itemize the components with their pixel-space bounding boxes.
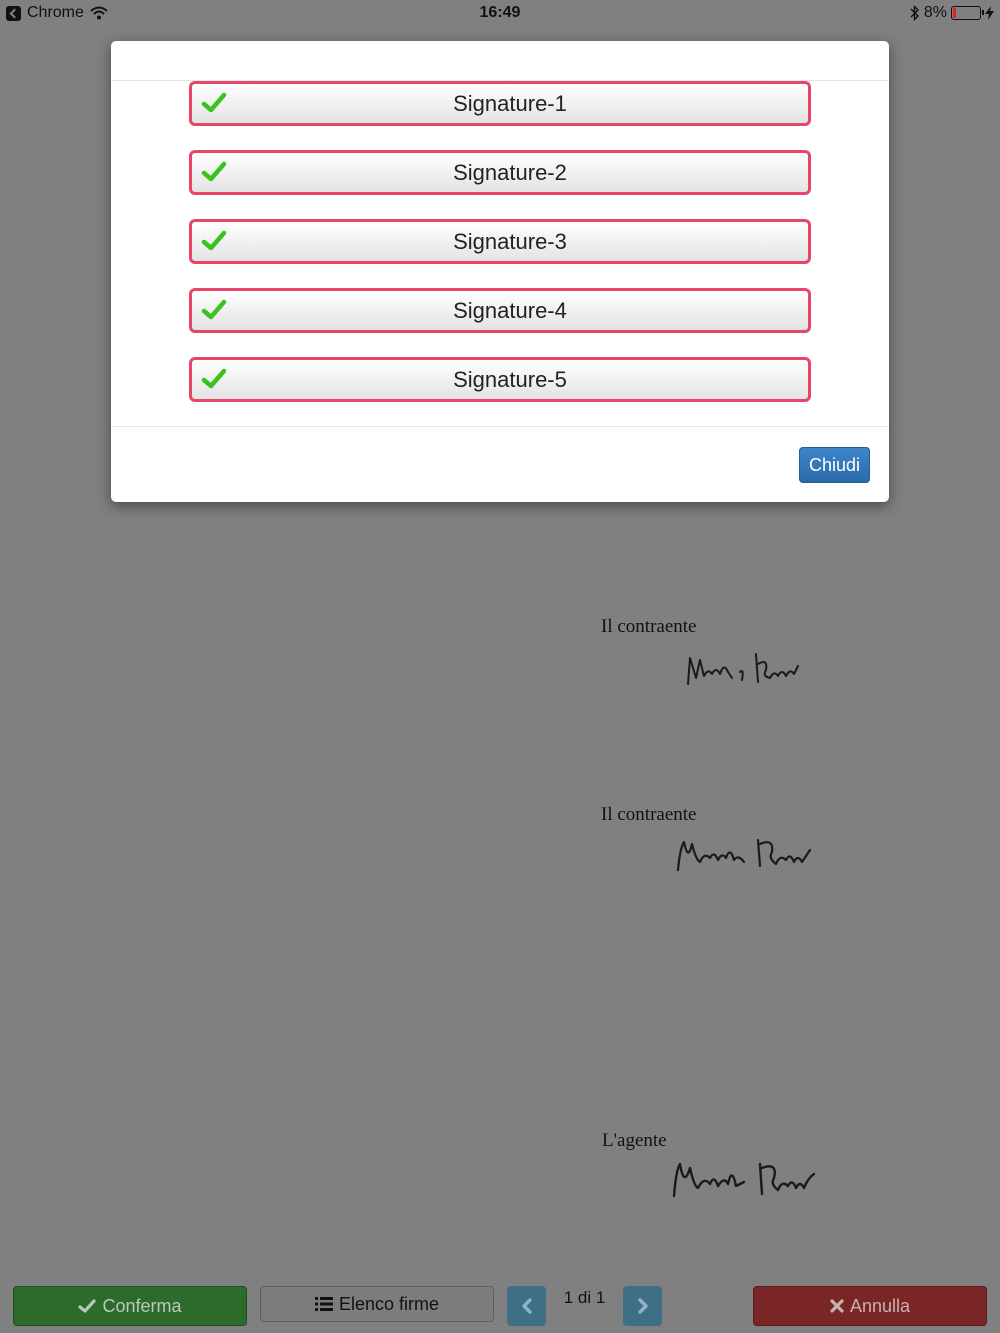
- check-icon: [201, 159, 227, 185]
- previous-page-button[interactable]: [507, 1286, 546, 1326]
- signature-caption-agente: L'agente: [602, 1130, 667, 1151]
- cancel-button[interactable]: [753, 1286, 987, 1326]
- signature-caption-contraente-1: Il contraente: [601, 616, 697, 637]
- check-icon: [201, 90, 227, 116]
- check-icon: [201, 228, 227, 254]
- signature-caption-contraente-2: Il contraente: [601, 804, 697, 825]
- status-bar: [0, 0, 1000, 28]
- signatures-modal: [111, 41, 889, 502]
- handwritten-signature-2: [674, 832, 814, 876]
- status-right: [910, 4, 994, 22]
- signature-item-5[interactable]: [189, 357, 811, 402]
- charging-bolt-icon: [985, 6, 994, 20]
- signature-list: [189, 81, 811, 402]
- signature-item-1[interactable]: [189, 81, 811, 126]
- chevron-right-icon: [637, 1298, 649, 1314]
- bluetooth-icon: [910, 5, 920, 21]
- signature-label: Signature-1: [453, 90, 567, 116]
- battery-percent: 8%: [923, 4, 947, 21]
- signature-list-label: Elenco firme: [338, 1293, 440, 1314]
- signature-item-3[interactable]: [189, 219, 811, 264]
- signature-item-2[interactable]: [189, 150, 811, 195]
- status-time: 16:49: [479, 4, 521, 21]
- next-page-button[interactable]: [623, 1286, 662, 1326]
- signature-label: Signature-5: [453, 366, 567, 392]
- close-icon: [830, 1299, 844, 1313]
- signature-list-button[interactable]: [260, 1286, 494, 1322]
- handwritten-signature-3: [670, 1156, 818, 1202]
- confirm-label: Conferma: [102, 1295, 182, 1316]
- page-indicator: 1 di 1: [563, 1288, 606, 1307]
- signature-label: Signature-3: [453, 228, 567, 254]
- modal-header: [111, 41, 889, 81]
- handwritten-signature-1: [684, 648, 804, 690]
- check-icon: [201, 297, 227, 323]
- cancel-label: Annulla: [849, 1295, 911, 1316]
- close-button[interactable]: Chiudi: [799, 447, 870, 483]
- signature-item-4[interactable]: [189, 288, 811, 333]
- battery-icon: [951, 6, 981, 20]
- check-icon: [201, 366, 227, 392]
- modal-footer-divider: [111, 426, 889, 427]
- chevron-left-icon: [521, 1298, 533, 1314]
- back-app-name[interactable]: Chrome: [27, 4, 84, 21]
- check-icon: [78, 1298, 96, 1314]
- list-icon: [315, 1296, 333, 1312]
- signature-label: Signature-4: [453, 297, 567, 323]
- confirm-button[interactable]: [13, 1286, 247, 1326]
- signature-label: Signature-2: [453, 159, 567, 185]
